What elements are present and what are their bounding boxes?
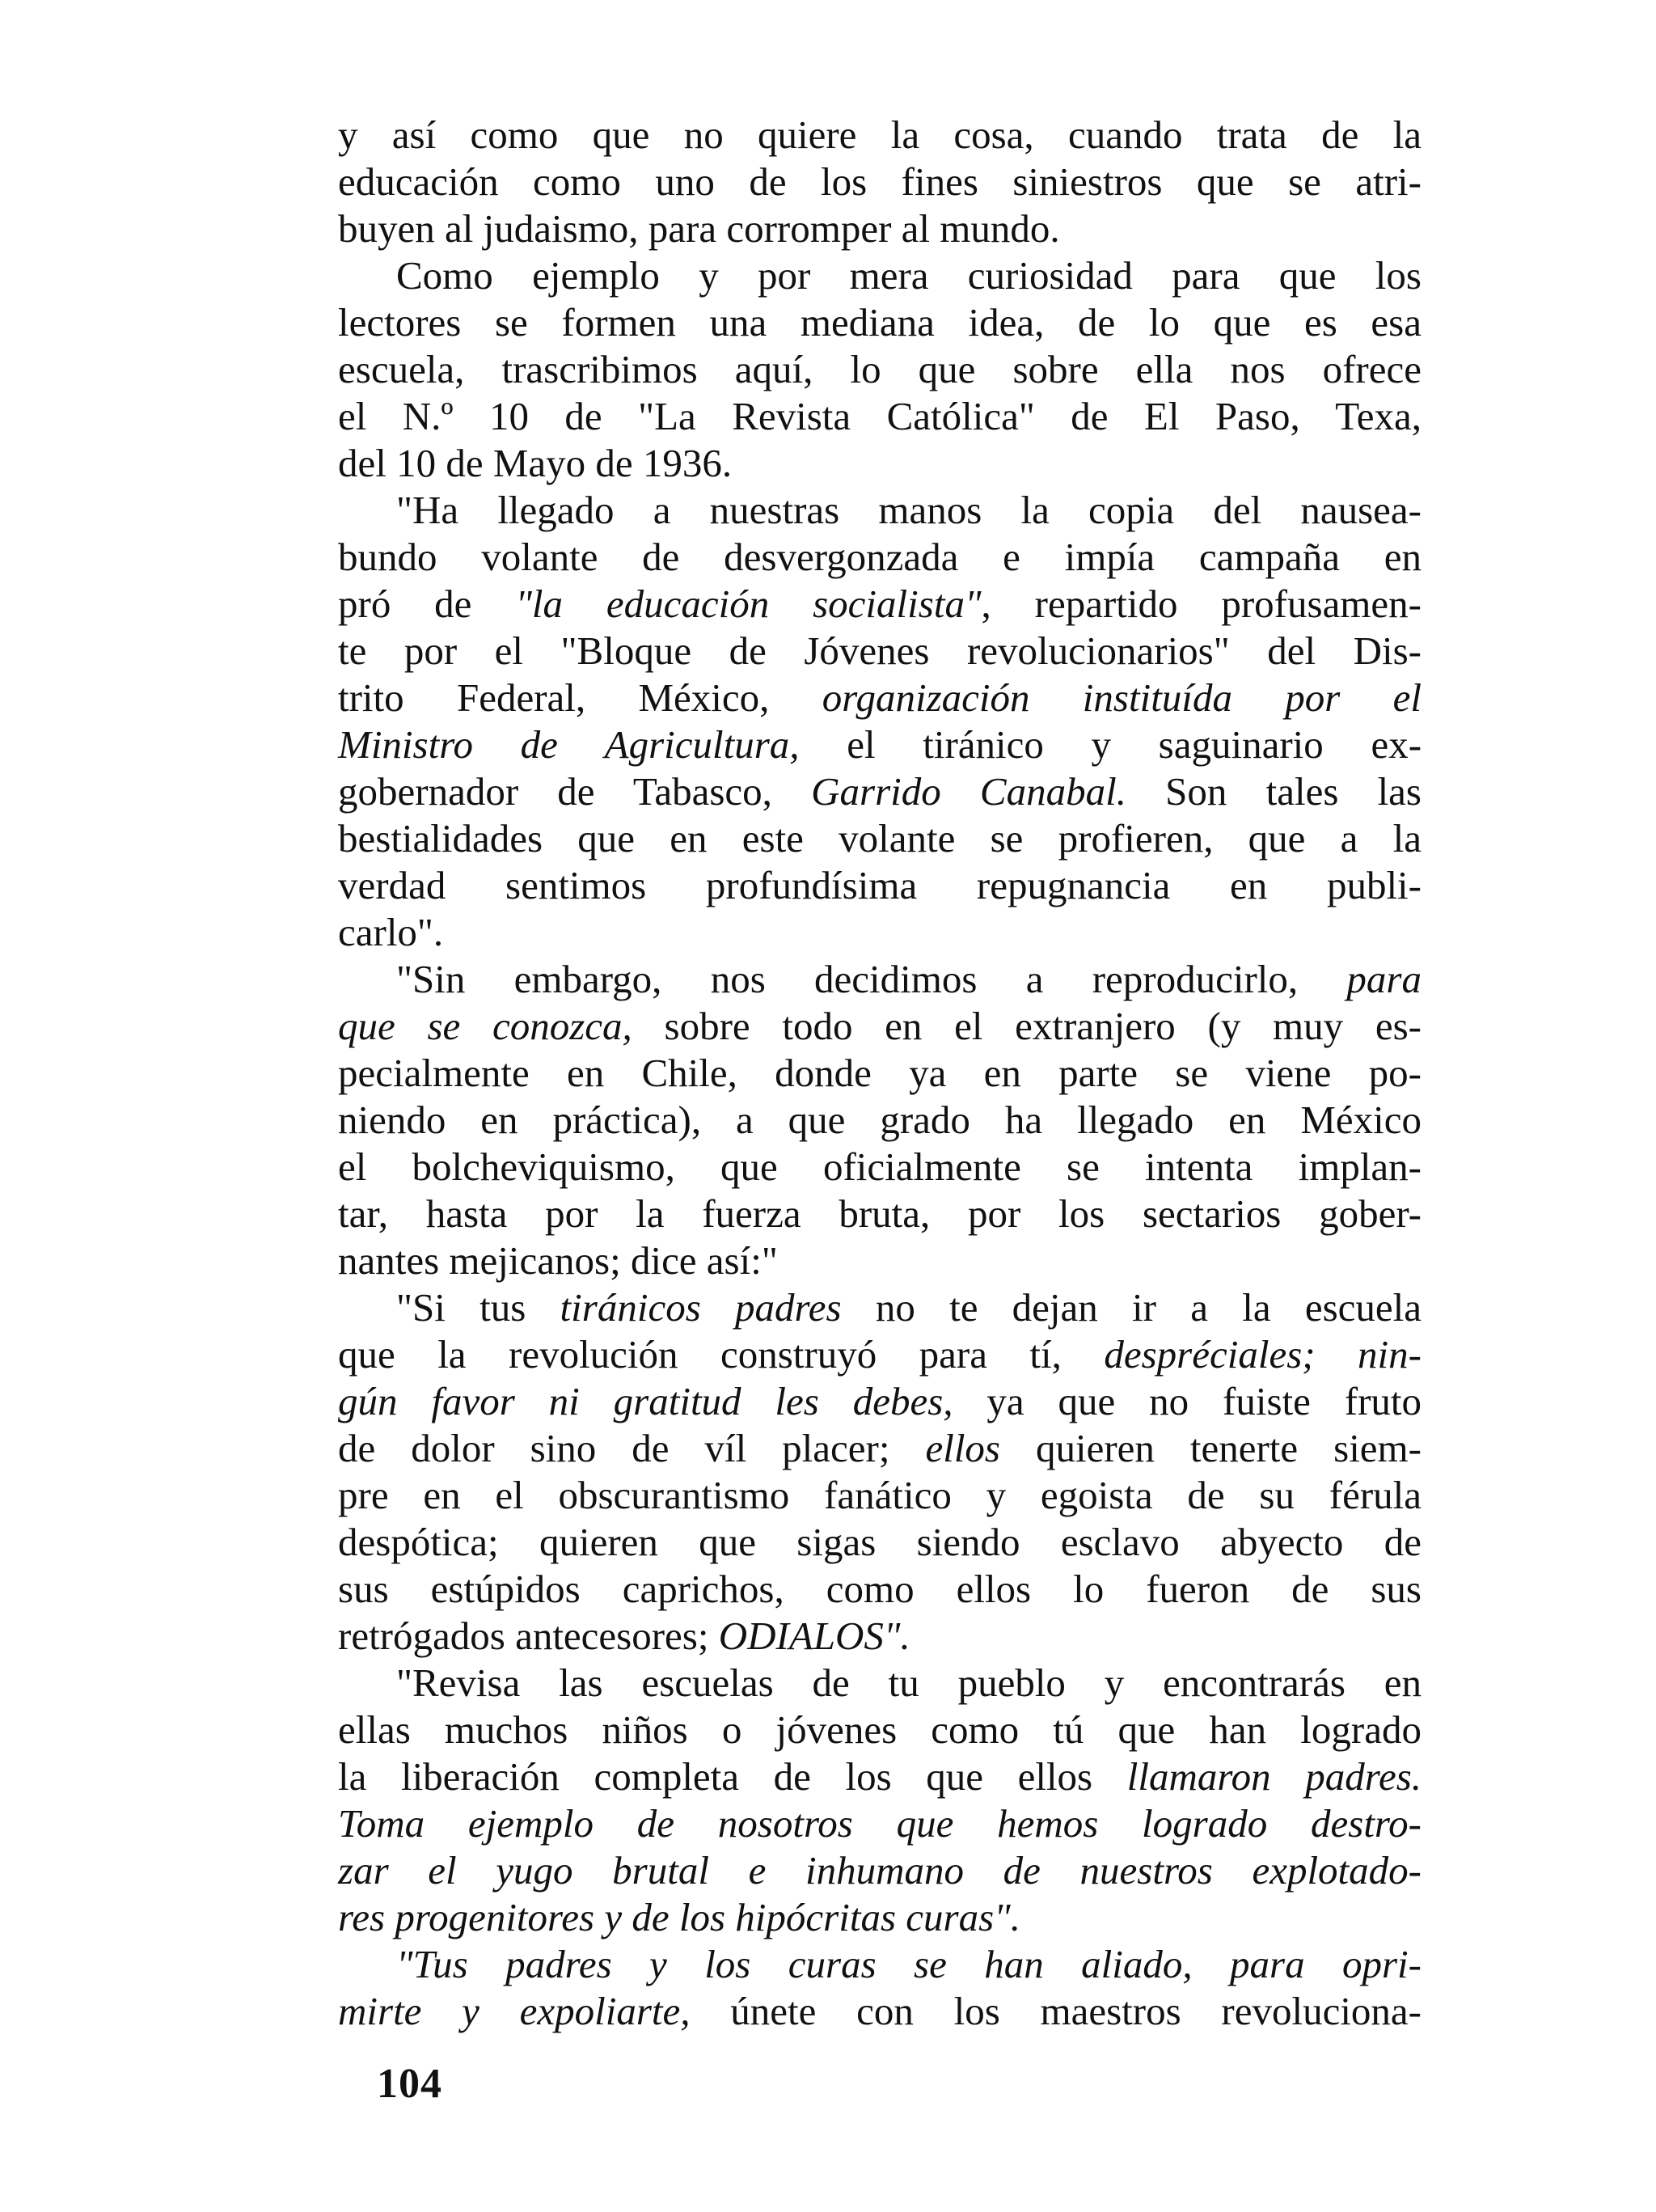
text-segment: sus estúpidos caprichos, como ellos lo fueron de sus	[338, 1567, 1422, 1611]
text-line	[338, 1753, 1422, 1800]
text-line	[338, 205, 1422, 252]
text-segment: gobernador de Tabasco,	[338, 769, 812, 814]
text-line	[338, 1800, 1422, 1847]
text-segment: "Revisa las escuelas de tu pueblo y encontrarás en	[396, 1660, 1422, 1705]
text-line	[338, 1472, 1422, 1519]
text-segment: niendo en práctica), a que grado ha llegado en México	[338, 1098, 1422, 1142]
italic-text: despréciales; nin-	[1104, 1332, 1422, 1377]
text-segment: la liberación completa de los que ellos	[338, 1754, 1127, 1799]
text-line	[338, 1097, 1422, 1144]
text-line	[338, 112, 1422, 159]
italic-text: "Tus padres y los curas se han aliado, para opri-	[396, 1942, 1422, 1986]
italic-text: para	[1346, 957, 1422, 1001]
text-line	[338, 815, 1422, 862]
text-segment: no te dejan ir a la escuela	[841, 1285, 1422, 1330]
text-segment: pecialmente en Chile, donde ya en parte se viene po-	[338, 1051, 1422, 1095]
text-line	[338, 1144, 1422, 1191]
text-line	[338, 159, 1422, 205]
text-segment: quieren tenerte siem-	[1000, 1426, 1422, 1470]
text-line	[338, 299, 1422, 346]
text-line	[338, 956, 1422, 1003]
text-line	[338, 1331, 1422, 1378]
italic-text: organización instituída por el	[822, 675, 1422, 720]
text-segment: del 10 de Mayo de 1936.	[338, 441, 733, 485]
text-segment: el bolcheviquismo, que oficialmente se intenta implan-	[338, 1144, 1422, 1189]
text-segment: pre en el obscurantismo fanático y egoista de su férula	[338, 1473, 1422, 1517]
italic-text: Toma ejemplo de nosotros que hemos logrado destro-	[338, 1801, 1422, 1846]
text-line	[338, 252, 1422, 299]
text-segment: despótica; quieren que sigas siendo esclavo abyecto de	[338, 1520, 1422, 1564]
text-segment: retrógados antecesores;	[338, 1614, 719, 1658]
text-segment: "Sin embargo, nos decidimos a reproducirlo,	[396, 957, 1347, 1001]
text-line	[338, 1894, 1422, 1941]
text-line	[338, 1566, 1422, 1613]
italic-text: mirte y expoliarte,	[338, 1989, 691, 2033]
text-segment: te por el "Bloque de Jóvenes revolucionarios" del Dis-	[338, 628, 1422, 673]
text-line	[338, 1284, 1422, 1331]
text-line	[338, 1988, 1422, 2035]
text-line	[338, 393, 1422, 440]
text-segment: carlo".	[338, 910, 444, 954]
text-line	[338, 1613, 1422, 1660]
text-line	[338, 534, 1422, 581]
text-line	[338, 1003, 1422, 1050]
text-segment: escuela, trascribimos aquí, lo que sobre ella nos ofrece	[338, 347, 1422, 391]
italic-text: que se conozca,	[338, 1004, 632, 1048]
text-line	[338, 581, 1422, 628]
text-line	[338, 628, 1422, 675]
text-segment: el tiránico y saguinario ex-	[799, 722, 1422, 767]
italic-text: res progenitores y de los hipócritas curas".	[338, 1895, 1020, 1939]
text-line	[338, 1707, 1422, 1753]
text-segment: lectores se formen una mediana idea, de lo que es esa	[338, 300, 1422, 345]
italic-text: ODIALOS".	[718, 1614, 910, 1658]
text-line	[338, 1237, 1422, 1284]
text-line	[338, 346, 1422, 393]
text-segment: ellas muchos niños o jóvenes como tú que han logrado	[338, 1707, 1422, 1752]
text-segment: que la revolución construyó para tí,	[338, 1332, 1105, 1377]
italic-text: "la educación socialista"	[515, 582, 982, 626]
italic-text: ellos	[925, 1426, 1000, 1470]
text-segment: , repartido profusamen-	[981, 582, 1422, 626]
page-number: 104	[377, 2061, 442, 2107]
text-line	[338, 1519, 1422, 1566]
text-line	[338, 909, 1422, 956]
italic-text: zar el yugo brutal e inhumano de nuestros explotado-	[338, 1848, 1422, 1893]
text-segment: "Si tus	[396, 1285, 560, 1330]
text-segment: pró de	[338, 582, 516, 626]
body-text	[338, 112, 1422, 2035]
italic-text: tiránicos padres	[560, 1285, 842, 1330]
text-segment: educación como uno de los fines siniestros que se atri-	[338, 159, 1422, 204]
text-segment: Como ejemplo y por mera curiosidad para que los	[396, 253, 1422, 298]
text-line	[338, 1425, 1422, 1472]
text-segment: buyen al judaismo, para corromper al mundo.	[338, 206, 1060, 251]
text-segment: Son tales las	[1126, 769, 1422, 814]
text-segment: verdad sentimos profundísima repugnancia en publi-	[338, 863, 1422, 907]
text-line	[338, 675, 1422, 721]
text-segment: únete con los maestros revoluciona-	[690, 1989, 1422, 2033]
text-line	[338, 440, 1422, 487]
text-segment: bestialidades que en este volante se profieren, que a la	[338, 816, 1422, 861]
text-segment: sobre todo en el extranjero (y muy es-	[632, 1004, 1422, 1048]
text-segment: bundo volante de desvergonzada e impía campaña en	[338, 535, 1422, 579]
italic-text: gún favor ni gratitud les debes,	[338, 1379, 953, 1423]
text-segment: tar, hasta por la fuerza bruta, por los sectarios gober-	[338, 1191, 1422, 1236]
text-line	[338, 862, 1422, 909]
text-line	[338, 721, 1422, 768]
text-segment: y así como que no quiere la cosa, cuando trata de la	[338, 112, 1422, 157]
italic-text: Ministro de Agricultura,	[338, 722, 800, 767]
italic-text: Garrido Canabal.	[811, 769, 1126, 814]
text-line	[338, 1941, 1422, 1988]
text-segment: ya que no fuiste fruto	[953, 1379, 1422, 1423]
text-line	[338, 768, 1422, 815]
text-line	[338, 1378, 1422, 1425]
text-line	[338, 1660, 1422, 1707]
text-line	[338, 1050, 1422, 1097]
text-segment: trito Federal, México,	[338, 675, 822, 720]
text-line	[338, 487, 1422, 534]
text-segment: nantes mejicanos; dice así:"	[338, 1238, 778, 1283]
text-segment: "Ha llegado a nuestras manos la copia del nausea-	[396, 488, 1422, 532]
italic-text: llamaron padres.	[1126, 1754, 1422, 1799]
text-line	[338, 1847, 1422, 1894]
text-line	[338, 1191, 1422, 1237]
text-segment: el N.º 10 de "La Revista Católica" de El Paso, Texa,	[338, 394, 1422, 438]
text-segment: de dolor sino de víl placer;	[338, 1426, 926, 1470]
